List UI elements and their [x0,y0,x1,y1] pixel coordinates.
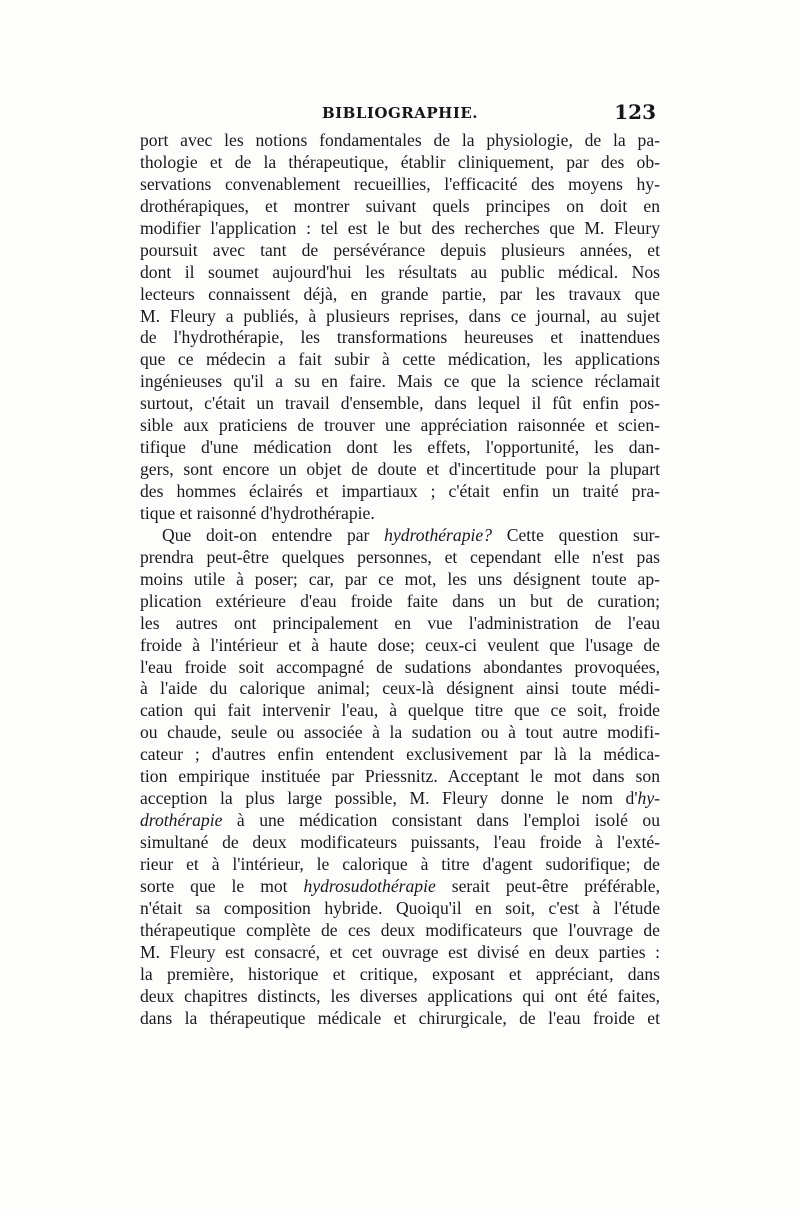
text-line: thologie et de la thérapeutique, établir cliniquement, par des ob- [140,151,660,172]
text-line: tion empirique instituée par Priessnitz. Acceptant le mot dans son [140,766,660,787]
text-line: drothérapiques, et montrer suivant quels principes on doit en [140,195,660,216]
text-line: acception la plus large possible, M. Fleury donne le nom d'hy- [140,788,660,809]
text-line: la première, historique et critique, exposant et appréciant, dans [140,963,660,984]
text-line: Que doit-on entendre par hydrothérapie? Cette question sur- [162,524,661,545]
text-line: ingénieuses qu'il a su en faire. Mais ce que la science réclamait [140,371,660,392]
text-line: simultané de deux modificateurs puissants, l'eau froide à l'exté- [140,832,660,852]
running-title: BIBLIOGRAPHIE. [321,104,479,122]
text-line: servations convenablement recueillies, l'efficacité des moyens hy- [140,173,660,194]
text-line: les autres ont principalement en vue l'administration de l'eau [140,612,660,633]
text-line: deux chapitres distincts, les diverses applications qui ont été faites, [140,985,660,1006]
text-line: cation qui fait intervenir l'eau, à quelque titre que ce soit, froide [140,700,660,721]
text-line: l'eau froide soit accompagné de sudations abondantes provoquées, [140,656,660,677]
text-line: tique et raisonné d'hydrothérapie. [140,502,375,523]
text-line: rieur et à l'intérieur, le calorique à titre d'agent sudorifique; de [140,853,660,874]
text-line: dans la thérapeutique médicale et chirurgicale, de l'eau froide et [140,1007,660,1028]
text-line: thérapeutique complète de ces deux modificateurs que l'ouvrage de [140,919,660,940]
text-line: de l'hydrothérapie, les transformations heureuses et inattendues [140,327,660,348]
text-line: à l'aide du calorique animal; ceux-là désignent ainsi toute médi- [140,678,660,699]
text-line: poursuit avec tant de persévérance depuis plusieurs années, et [140,239,660,260]
text-line: sorte que le mot hydrosudothérapie serait peut-être préférable, [140,875,660,896]
text-line: modifier l'application : tel est le but des recherches que M. Fleury [140,217,660,238]
text-line: drothérapie à une médication consistant dans l'emploi isolé ou [140,810,660,831]
text-line: tifique d'une médication dont les effets, l'opportunité, les dan- [140,437,660,458]
text-line: que ce médecin a fait subir à cette médication, les applications [140,349,660,370]
body-text [140,130,660,1029]
text-line: port avec les notions fondamentales de la physiologie, de la pa- [140,130,660,150]
text-line: dont il soumet aujourd'hui les résultats au public médical. Nos [140,261,660,282]
page-header [140,100,660,128]
text-line: plication extérieure d'eau froide faite dans un but de curation; [140,590,660,611]
text-line: gers, sont encore un objet de doute et d'incertitude pour la plupart [140,459,660,480]
text-line: ou chaude, seule ou associée à la sudation ou à tout autre modifi- [140,722,660,743]
text-line: cateur ; d'autres enfin entendent exclusivement par là la médica- [140,744,660,765]
text-line: n'était sa composition hybride. Quoiqu'il en soit, c'est à l'étude [140,897,660,918]
text-line: M. Fleury a publiés, à plusieurs reprises, dans ce journal, au sujet [140,305,660,326]
text-line: moins utile à poser; car, par ce mot, les uns désignent toute ap- [140,568,660,589]
text-line: prendra peut-être quelques personnes, et cependant elle n'est pas [140,546,660,567]
page-number: 123 [614,100,656,124]
text-line: des hommes éclairés et impartiaux ; c'était enfin un traité pra- [140,481,660,501]
text-line: surtout, c'était un travail d'ensemble, dans lequel il fût enfin pos- [140,393,660,414]
text-line: M. Fleury est consacré, et cet ouvrage est divisé en deux parties : [140,941,660,962]
text-line: lecteurs connaissent déjà, en grande partie, par les travaux que [140,283,660,304]
text-line: sible aux praticiens de trouver une appréciation raisonnée et scien- [140,415,660,436]
text-line: froide à l'intérieur et à haute dose; ceux-ci veulent que l'usage de [140,634,660,655]
